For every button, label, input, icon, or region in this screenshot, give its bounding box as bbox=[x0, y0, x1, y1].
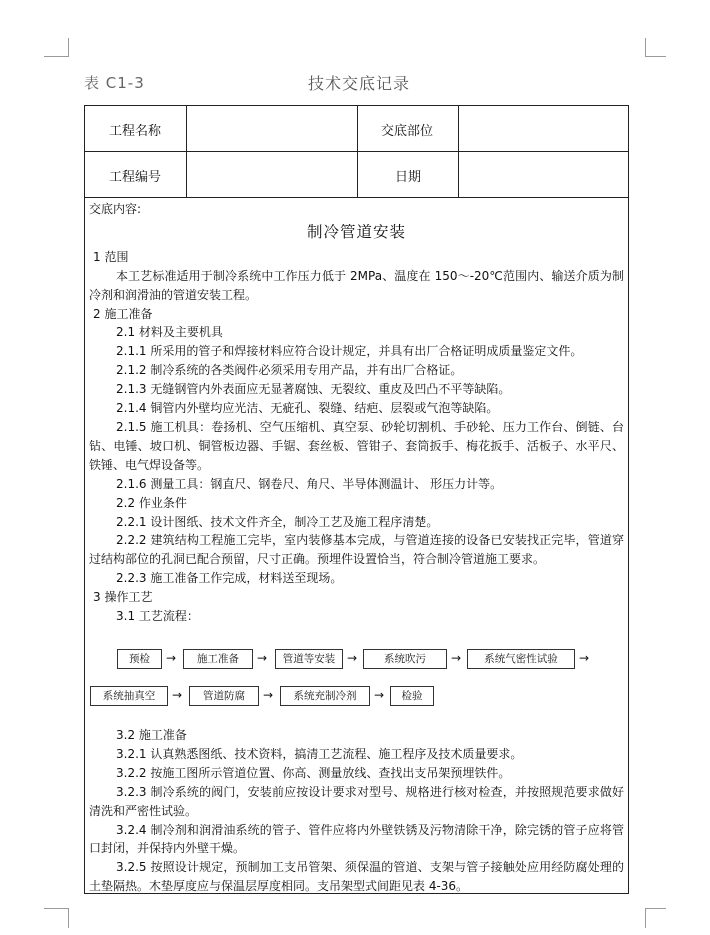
divider bbox=[357, 106, 358, 198]
text-line: 2 施工准备 bbox=[93, 306, 153, 321]
text-line: 2.1.2 制冷系统的各类阀件必须采用专用产品，并有出厂合格证。 bbox=[116, 363, 463, 378]
divider bbox=[186, 106, 187, 198]
text-line: 3.2.2 按施工图所示管道位置、你高、测量放线、查找出支吊架预埋铁件。 bbox=[116, 765, 511, 780]
divider bbox=[458, 106, 459, 198]
flow-step-box: 管道防腐 bbox=[189, 686, 259, 706]
flow-step-box: 施工准备 bbox=[183, 649, 253, 669]
project-no-label: 工程编号 bbox=[109, 170, 162, 185]
text-line: 本工艺标准适用于制冷系统中工作压力低于 2MPa、温度在 150～-20℃范围内、输送介质为制冷剂和润滑油的管道安装工程。 bbox=[89, 268, 624, 302]
arrow-icon: → bbox=[263, 688, 274, 702]
text-line: 2.1.5 施工机具：卷扬机、空气压缩机、真空泵、砂轮切割机、手砂轮、压力工作台、倒链、台钻、电锤、坡口机、铜管板边器、手锯、套丝板、管钳子、套筒扳手、梅花扳手、活板子、水平尺、铁锤、电气焊设备等。 bbox=[89, 419, 624, 472]
flow-step-box: 预检 bbox=[117, 649, 162, 669]
arrow-icon: → bbox=[172, 688, 183, 702]
text-line: 2.2 作业条件 bbox=[116, 495, 187, 510]
text-line: 2.1.1 所采用的管子和焊接材料应符合设计规定，并具有出厂合格证明成质量鉴定文件。 bbox=[116, 344, 583, 359]
flow-step-box: 系统气密性试验 bbox=[467, 649, 575, 669]
project-name-label: 工程名称 bbox=[109, 124, 162, 139]
text-line: 2.1.4 铜管内外壁均应光洁、无疵孔、裂缝、结疤、层裂或气泡等缺陷。 bbox=[116, 401, 499, 416]
arrow-icon: → bbox=[579, 651, 590, 665]
flow-step-box: 系统抽真空 bbox=[90, 686, 168, 706]
form-code: 表 C1-3 bbox=[84, 74, 145, 92]
text-line: 1 范围 bbox=[93, 249, 129, 264]
text-line: 3.2.5 按照设计规定，预制加工支吊管架、须保温的管道、支架与管子接触处应用经防腐处理的土垫隔热。木垫厚度应与保温层厚度相同。支吊架型式间距见表 4-36。 bbox=[89, 860, 624, 894]
text-line: 3 操作工艺 bbox=[93, 590, 153, 605]
handover-content-continued bbox=[89, 726, 624, 896]
arrow-icon: → bbox=[451, 651, 462, 665]
text-line: 2.2.2 建筑结构工程施工完毕，室内装修基本完成，与管道连接的设备已安装找正完毕，管道穿过结构部位的孔洞已配合预留，尺寸正确。预埋件设置恰当，符合制冷管道施工要求。 bbox=[89, 533, 624, 567]
text-line: 2.1 材料及主要机具 bbox=[116, 325, 223, 340]
arrow-icon: → bbox=[257, 651, 268, 665]
text-line: 2.2.1 设计图纸、技术文件齐全，制冷工艺及施工程序清楚。 bbox=[116, 514, 439, 529]
text-line: 3.2.4 制冷剂和润滑油系统的管子、管件应将内外壁铁锈及污物清除干净，除完锈的管子应将管口封闭，并保持内外壁干燥。 bbox=[89, 822, 624, 856]
text-line: 3.2 施工准备 bbox=[116, 728, 187, 742]
flow-step-box: 系统充制冷剂 bbox=[280, 686, 370, 706]
handover-part-label: 交底部位 bbox=[381, 124, 434, 139]
document-title: 技术交底记录 bbox=[308, 74, 411, 93]
flow-step-box: 管道等安装 bbox=[275, 649, 343, 669]
section-title: 制冷管道安装 bbox=[306, 222, 406, 241]
flow-step-box: 系统吹污 bbox=[363, 649, 447, 669]
handover-content bbox=[89, 200, 624, 626]
arrow-icon: → bbox=[347, 651, 358, 665]
text-line: 2.1.6 测量工具：钢直尺、钢卷尺、角尺、半导体测温计、 形压力计等。 bbox=[116, 476, 503, 491]
handover-form bbox=[84, 105, 629, 894]
date-label: 日期 bbox=[395, 170, 422, 185]
flow-step-box: 检验 bbox=[390, 686, 434, 706]
arrow-icon: → bbox=[374, 688, 385, 702]
arrow-icon: → bbox=[166, 651, 177, 665]
text-line: 3.1 工艺流程： bbox=[116, 609, 199, 624]
content-label: 交底内容: bbox=[89, 202, 142, 216]
text-line: 3.2.1 认真熟悉图纸、技术资料，搞清工艺流程、施工程序及技术质量要求。 bbox=[116, 746, 523, 761]
text-line: 3.2.3 制冷系统的阀门，安装前应按设计要求对型号、规格进行核对检查，并按照规范要求做好清洗和严密性试验。 bbox=[89, 784, 624, 818]
text-line: 2.1.3 无缝钢管内外表面应无显著腐蚀、无裂纹、重皮及凹凸不平等缺陷。 bbox=[116, 382, 511, 397]
text-line: 2.2.3 施工准备工作完成，材料送至现场。 bbox=[116, 571, 343, 586]
